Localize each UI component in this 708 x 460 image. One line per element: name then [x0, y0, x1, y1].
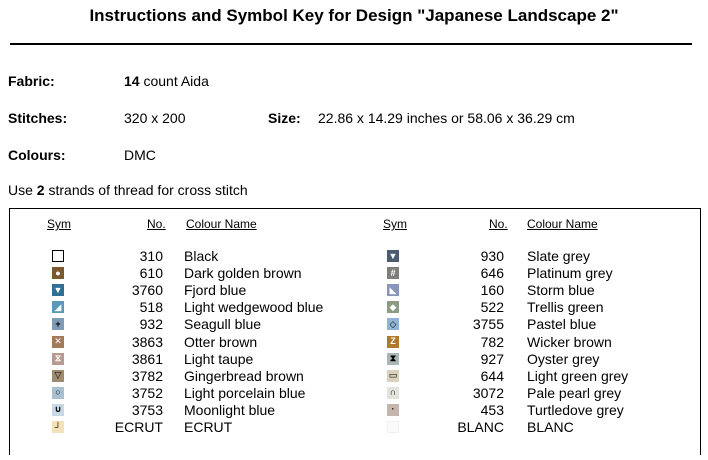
hollow-down-triangle-icon: ▽	[52, 370, 64, 382]
fabric-label: Fabric:	[8, 73, 55, 89]
z-letter-icon: Z	[387, 336, 399, 348]
header-name-left: Colour Name	[186, 217, 257, 231]
colour-name: Otter brown	[184, 333, 258, 350]
corner-bracket-icon: ┘	[52, 421, 64, 433]
down-triangle-icon: ▼	[53, 284, 63, 295]
page-title: Instructions and Symbol Key for Design "Japanese Landscape 2"	[89, 6, 619, 25]
colour-number: 3753	[131, 401, 163, 418]
header-no-right: No.	[489, 217, 508, 231]
colour-name: Storm blue	[527, 282, 595, 299]
colour-number: 610	[139, 265, 163, 282]
colour-name: Light green grey	[527, 367, 629, 384]
colour-name: Gingerbread brown	[184, 367, 304, 384]
colour-number: 3072	[472, 384, 504, 401]
colour-number: 927	[480, 350, 504, 367]
instruction-text	[8, 182, 248, 198]
colour-name: Fjord blue	[184, 282, 247, 299]
colour-number: 453	[480, 401, 504, 418]
colour-number: ECRUT	[114, 419, 163, 435]
colour-name: Platinum grey	[527, 265, 613, 282]
fabric-value	[124, 73, 209, 89]
size-value: 22.86 x 14.29 inches or 58.06 x 36.29 cm	[318, 110, 575, 126]
colour-name: Turtledove grey	[527, 401, 624, 418]
colour-name: Light taupe	[184, 350, 254, 367]
colour-number: 310	[139, 248, 163, 264]
colour-number: 932	[139, 316, 163, 333]
colour-name: BLANC	[527, 419, 574, 435]
colour-name: Trellis green	[527, 299, 604, 316]
plus-icon: +	[52, 318, 64, 330]
colours-label: Colours:	[8, 147, 66, 163]
colour-name: Seagull blue	[184, 316, 262, 333]
hollow-square-icon	[52, 250, 64, 262]
bowtie-icon: ⧖	[52, 353, 64, 365]
corner-triangle-icon: ◣	[387, 284, 399, 296]
colour-number: BLANC	[457, 419, 504, 435]
colour-number: 3861	[131, 350, 163, 367]
filled-circle-icon: ●	[52, 267, 64, 279]
colour-name: Black	[184, 248, 219, 264]
header-name-right: Colour Name	[527, 217, 598, 231]
colour-number: 644	[480, 367, 504, 384]
fabric-count: 14	[124, 73, 140, 89]
colour-number: 518	[139, 299, 163, 316]
instruction-suffix: strands of thread for cross stitch	[44, 182, 248, 198]
instruction-prefix: Use	[8, 182, 37, 198]
size-label: Size:	[268, 110, 301, 126]
hollow-circle-icon: ○	[52, 387, 64, 399]
corner-triangle-icon: ◢	[52, 301, 64, 313]
instruction-strands: 2	[36, 182, 45, 198]
colour-name: Wicker brown	[527, 333, 612, 350]
diamond-icon: ◆	[387, 301, 399, 313]
colour-number: 3752	[131, 384, 163, 401]
colour-number: 3863	[131, 333, 163, 350]
stitches-label: Stitches:	[8, 110, 68, 126]
colour-number: 930	[480, 248, 504, 264]
colour-number: 3760	[131, 282, 163, 299]
header-sym-left: Sym	[47, 217, 71, 231]
header-no-left: No.	[147, 217, 166, 231]
hash-icon: #	[387, 267, 399, 279]
title-underline	[10, 43, 692, 45]
fabric-unit: count Aida	[139, 73, 209, 89]
down-triangle-icon: ▼	[388, 250, 398, 261]
colour-number: 3755	[472, 316, 504, 333]
x-cross-icon: ✕	[52, 336, 64, 348]
colour-number: 782	[480, 333, 504, 350]
colour-name: Moonlight blue	[184, 401, 276, 418]
colour-name: Pale pearl grey	[527, 384, 622, 401]
stitches-value: 320 x 200	[124, 110, 186, 126]
blank-square-icon	[387, 421, 399, 433]
colour-name: ECRUT	[184, 419, 233, 435]
colour-number: 646	[480, 265, 504, 282]
colour-number: 522	[480, 299, 504, 316]
colour-name: Oyster grey	[527, 350, 600, 367]
header-sym-right: Sym	[383, 217, 407, 231]
colours-value: DMC	[124, 147, 156, 163]
colour-number: 160	[480, 282, 504, 299]
colour-name: Light wedgewood blue	[184, 299, 324, 316]
colour-name: Pastel blue	[527, 316, 597, 333]
colour-name: Light porcelain blue	[184, 384, 306, 401]
dot-icon: ·	[387, 404, 399, 416]
cup-icon: ∪	[52, 404, 64, 416]
cap-icon: ∩	[387, 387, 399, 399]
hollow-diamond-icon: ◇	[387, 318, 399, 330]
colour-name: Dark golden brown	[184, 265, 302, 282]
colour-number: 3782	[131, 367, 163, 384]
colour-name: Slate grey	[527, 248, 591, 264]
hollow-rect-icon: ▭	[388, 370, 398, 381]
hourglass-icon: ⧗	[387, 353, 399, 365]
